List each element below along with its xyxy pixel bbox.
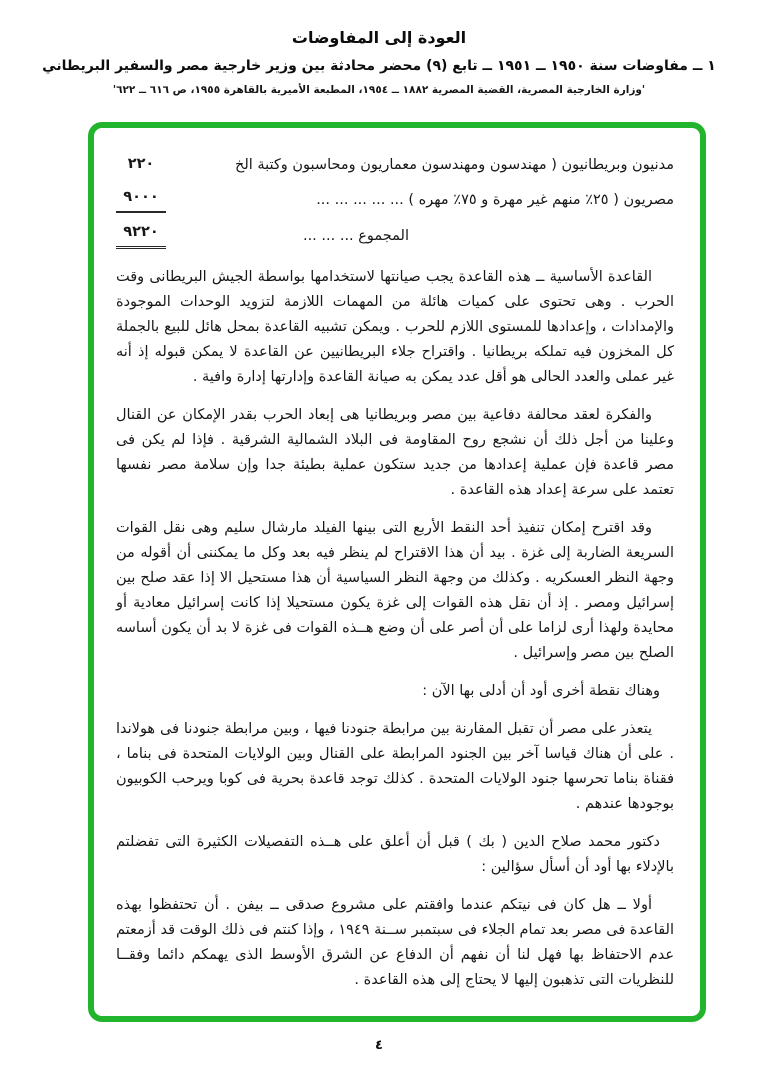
- row-value: ٩٢٢٠: [116, 220, 166, 249]
- paragraph-salah-eldin: دكتور محمد صلاح الدين ( بك ) قبل أن أعلق على هــذه التفصيلات الكثيرة التى تفضلتم بالإدلاء بها أود أن أسأل سؤالين :: [116, 834, 674, 875]
- highlighted-scan-region: [88, 122, 706, 1022]
- paragraph-defense-alliance: والفكرة لعقد محالفة دفاعية بين مصر وبريطانيا هى إبعاد الحرب بقدر الإمكان عن القنال وعلينا من أجل ذلك أن نشجع روح المقاومة فى البلاد الشمالية الشرقية . فإذا لم يكن فى مصر قاعدة فإن عملية إعدادها من جديد ستكون عملية بطيئة جدا وإن سلامة مصر نفسها تعتمد على سرعة إعداد هذه القاعدة .: [116, 407, 674, 498]
- page-number: ٤: [375, 1038, 383, 1053]
- personnel-figures-table: [116, 152, 674, 249]
- row-label: مصريون ( ٢٥٪ منهم غير مهرة و ٧٥٪ مهره ) ... ... ... ... ...: [316, 192, 674, 208]
- paragraph-gaza-proposal: وقد اقترح إمكان تنفيذ أحد النقط الأربع التى بينها الفيلد مارشال سليم وهى نقل القوات السريعة الضاربة إلى غزة . بيد أن هذا الاقتراح لم ينظر فيه بعد وكل ما يمكننى أن أقوله من وجهة النظر العسكريه . وكذلك من وجهة النظر السياسية أن هذا مستحيل الا إذا عقد صلح بين إسرائيل ومصر . إذ أن نقل هذه القوات إلى غزة يكون مستحيلا إذا كانت إسرائيل معادية أو محايدة ولهذا أرى لزاما على أن أصر على أن وضع هــذه القوات فى غزة لا بد أن يكون أساسه الصلح بين مصر وإسرائيل .: [116, 520, 674, 661]
- row-label: مدنيون وبريطانيون ( مهندسون ومهندسون معماريون ومحاسبون وكتبة الخ: [234, 157, 674, 173]
- paragraph-base-description: القاعدة الأساسية ــ هذه القاعدة يجب صيانتها لاستخدامها بواسطة الجيش البريطانى وقت الحرب . وهى تحتوى على كميات هائلة من المهمات اللازمة لتزويد الوحدات الموجودة والإمدادات ، وإعدادها للمستوى اللازم للحرب . ويمكن تشبيه القاعدة بمحل هائل للبيع بالجملة كل المخزون فيه تملكه بريطانيا . واقتراح جلاء البريطانيين عن القاعدة لا يمكن قبوله إذ أنه غير عملى والعدد الحالى هو أقل عدد يمكن به صيانة القاعدة وإدارتها إدارة وافية .: [116, 269, 674, 385]
- document-heading-line: ١ ــ مفاوضات سنة ١٩٥٠ ــ ١٩٥١ ــ تابع (٩) محضر محادثة بين وزير خارجية مصر والسفير البريطاني: [42, 58, 716, 74]
- source-citation: 'وزارة الخارجية المصرية، القضية المصرية ١٨٨٢ ــ ١٩٥٤، المطبعة الأميرية بالقاهرة ١٩٥٥، ص ٦١٦ ــ ٦٢٢': [112, 84, 646, 96]
- row-value: ٢٢٠: [127, 156, 155, 172]
- page-title: العودة إلى المفاوضات: [291, 28, 467, 47]
- paragraph-first-question: أولا ــ هل كان فى نيتكم عندما وافقتم على مشروع صدقى ــ بيفن . أن تحتفظوا بهذه القاعدة فى مصر بعد تمام الجلاء فى سبتمبر ســنة ١٩٤٩ ، وإذا كنتم فى ذلك الوقت قد أزمعتم عدم الاحتفاظ بها فهل لنا أن نفهم أن الدفاع عن الشرق الأوسط الذى يهمكم دائما وفقــا للنظريات التى تذهبون إليها لا يحتاج إلى هذه القاعدة .: [116, 897, 674, 988]
- scan-content: [116, 152, 674, 993]
- table-row-total: [116, 220, 674, 249]
- paragraph-comparison: يتعذر على مصر أن تقبل المقارنة بين مرابطة جنودنا فيها ، وبين مرابطة جنودنا فى هولاندا . على أن هناك قياسا آخر بين الجنود المرابطة على القنال وبين الولايات المتحدة فى بناما ، فقناة بناما تحرسها جنود الولايات المتحدة . كذلك توجد قاعدة بحرية فى كوبا ويرحب الكوبيون بوجودها عندهم .: [116, 721, 674, 812]
- table-row: [116, 185, 674, 213]
- row-label: المجموع ... ... ...: [302, 228, 409, 244]
- paragraph-another-point: وهناك نقطة أخرى أود أن أدلى بها الآن :: [422, 683, 660, 699]
- row-value: ٩٠٠٠: [116, 185, 166, 213]
- table-row: [116, 152, 674, 178]
